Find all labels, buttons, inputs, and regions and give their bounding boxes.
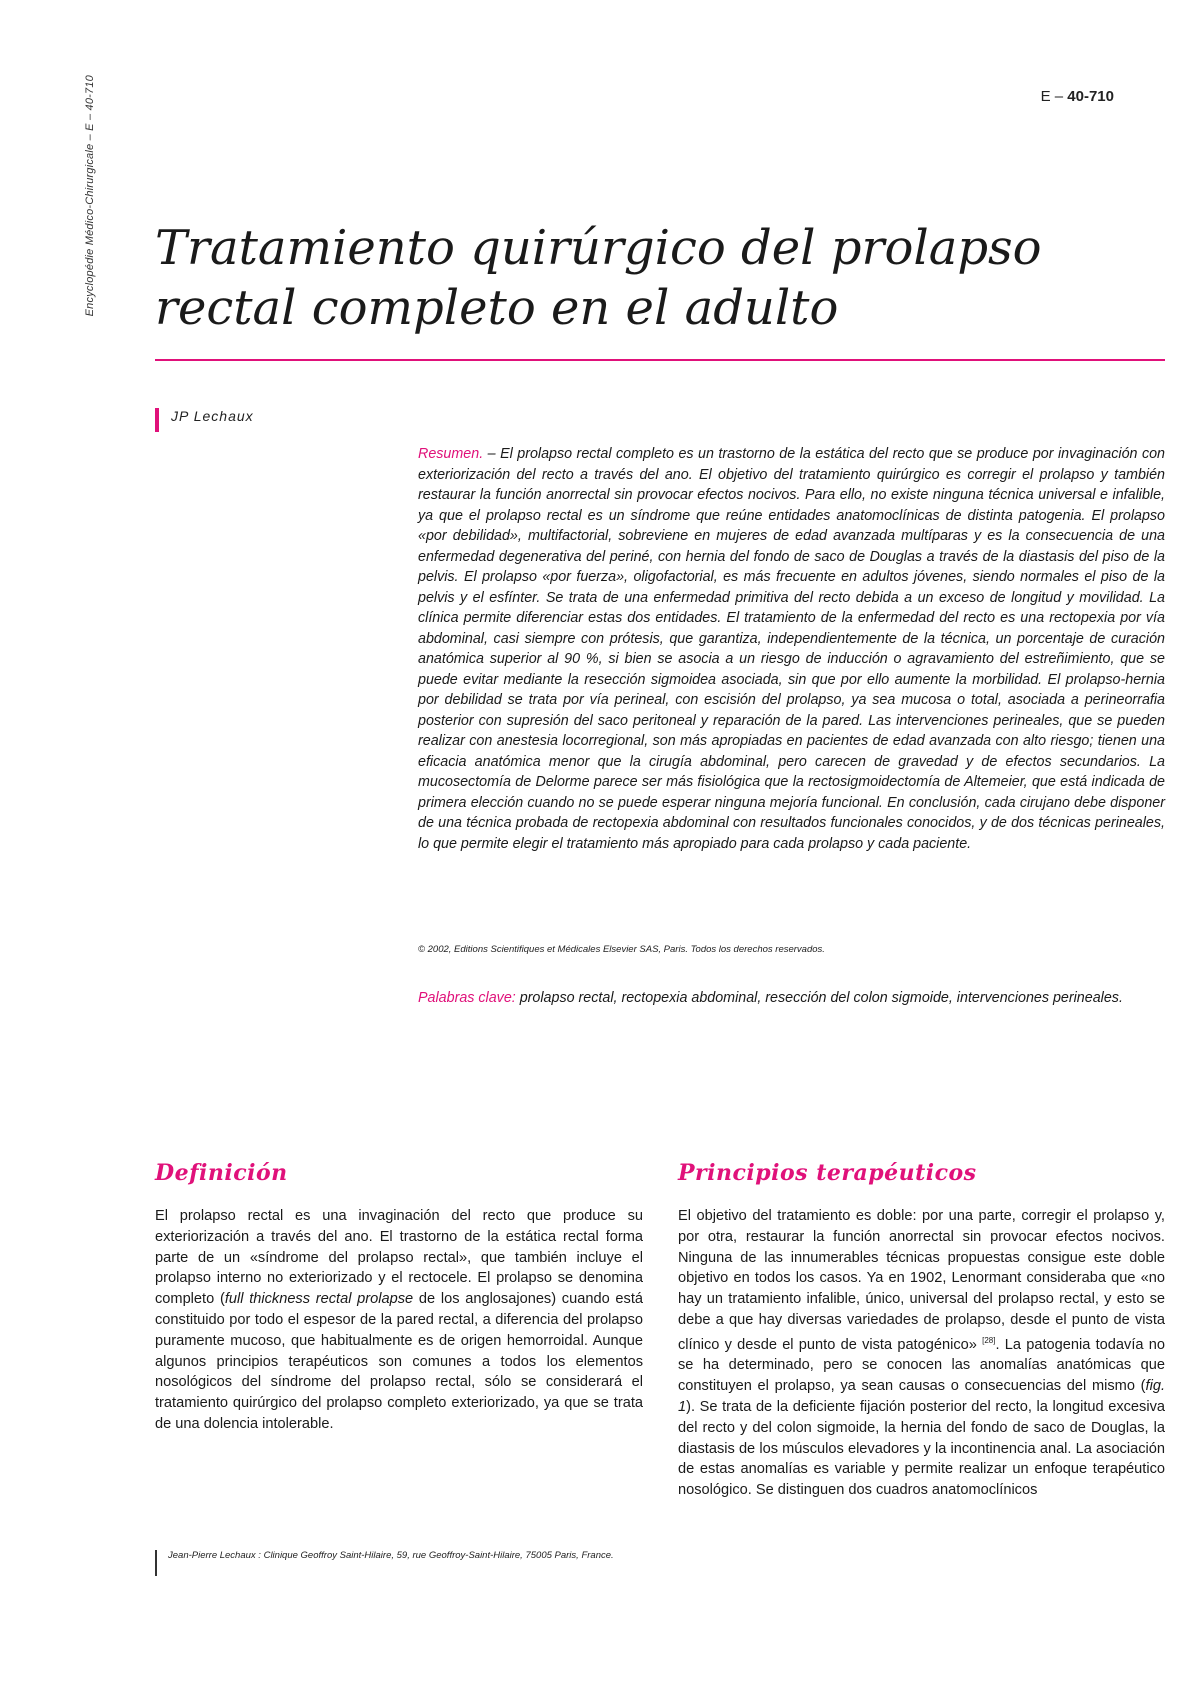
keywords-text: prolapso rectal, rectopexia abdominal, resección del colon sigmoide, intervenciones perineales. xyxy=(515,990,1123,1006)
keywords xyxy=(418,988,1165,1009)
section-heading-principios: Principios terapéuticos xyxy=(678,1160,977,1186)
definicion-paragraph xyxy=(155,1206,643,1435)
definicion-text-1: El prolapso rectal es una invaginación del recto que produce su exteriorización a través del ano. El trastorno de la estática rectal forma parte de un «síndrome del prolapso rectal», que también incluye el prolapso interno no exteriorizado y el rectocele. El prolapso se denomina completo ( xyxy=(155,1208,643,1308)
ref-prefix: E – xyxy=(1040,88,1068,105)
principios-text-2: . La patogenia todavía no se ha determinado, pero se conocen las anomalías anatómicas que constituyen el prolapso, ya sean causas o consecuencias del mismo ( xyxy=(678,1336,1165,1395)
keywords-label: Palabras clave: xyxy=(418,990,516,1006)
definicion-text-2: de los anglosajones) cuando está constituido por todo el espesor de la pared rectal, a diferencia del prolapso puramente mucoso, que habitualmente es de origen hemorroidal. Aunque algunos principios terapéuticos son comunes a todos los elementos nosológicos del síndrome del prolapso rectal, sólo se considerará el tratamiento quirúrgico del prolapso completo exteriorizado, ya que se trata de una dolencia intolerable. xyxy=(155,1291,643,1432)
journal-side-label: Encyclopédie Médico-Chirurgicale – E – 40-710 xyxy=(84,75,96,317)
principios-text-3: ). Se trata de la deficiente fijación posterior del recto, la longitud excesiva del recto y del colon sigmoide, la hernia del fondo de saco de Douglas, la diastasis de los músculos elevadores y la incontinencia anal. La asociación de estas anomalías es variable y permite realizar un enfoque terapéutico nosológico. Se distinguen dos cuadros anatomoclínicos xyxy=(678,1399,1165,1499)
principios-paragraph xyxy=(678,1206,1165,1501)
author-affiliation-footnote: Jean-Pierre Lechaux : Clinique Geoffroy Saint-Hilaire, 59, rue Geoffroy-Saint-Hilaire, 75005 Paris, France. xyxy=(168,1550,614,1561)
footnote-marker xyxy=(155,1550,157,1576)
abstract-label: Resumen. xyxy=(418,446,484,462)
author-name: JP Lechaux xyxy=(171,408,254,424)
article-title: Tratamiento quirúrgico del prolapso rectal completo en el adulto xyxy=(155,220,1042,336)
article-reference xyxy=(1041,88,1114,105)
abstract xyxy=(418,444,1165,854)
section-heading-definicion: Definición xyxy=(155,1160,288,1186)
abstract-text: – El prolapso rectal completo es un trastorno de la estática del recto que se produce por invaginación con exteriorización del recto a través del ano. El objetivo del tratamiento quirúrgico es corregir el prolapso y también restaurar la función anorrectal sin provocar efectos nocivos. Para ello, no existe ninguna técnica universal e infalible, ya que el prolapso rectal es un síndrome que reúne entidades anatomoclínicas de distinta patogenia. El prolapso «por debilidad», multifactorial, sobreviene en mujeres de edad avanzada multíparas y es la consecuencia de una enfermedad degenerativa del periné, con hernia del fondo de saco de Douglas a través de la diastasis del piso de la pelvis. El prolapso «por fuerza», oligofactorial, es más frecuente en adultos jóvenes, siendo normales el piso de la pelvis y el esfínter. Se trata de una enfermedad primitiva del recto debida a un exceso de longitud y movilidad. La clínica permite diferenciar estas dos entidades. El tratamiento de la enfermedad del recto es una rectopexia por vía abdominal, casi siempre con prótesis, que garantiza, independientemente de la técnica, un porcentaje de curación anatómica superior al 90 %, si bien se asocia a un riesgo de inducción o agravamiento del estreñimiento, que se puede evitar mediante la resección sigmoidea asociada, sin que por ello aumente la morbilidad. El prolapso-hernia por debilidad se trata por vía perineal, con escisión del prolapso, ya sea mucosa o total, asociada a perineorrafia posterior con supresión del saco peritoneal y reparación de la pared. Las intervenciones perineales, que se pueden realizar con anestesia locorregional, son más apropiadas en pacientes de edad avanzada con alto riesgo; tienen una eficacia anatómica menor que la cirugía abdominal, pero carecen de gravedad y de efectos secundarios. La mucosectomía de Delorme parece ser más fisiológica que la rectosigmoidectomía de Altemeier, que está indicada de primera elección cuando no se puede esperar ninguna mejoría funcional. En conclusión, cada cirujano debe disponer de una técnica probada de rectopexia abdominal con resultados funcionales conocidos, y de dos técnicas perineales, lo que permite elegir el tratamiento más apropiado para cada prolapso y cada paciente. xyxy=(418,446,1165,852)
author-marker xyxy=(155,408,159,432)
copyright-notice: © 2002, Editions Scientifiques et Médicales Elsevier SAS, Paris. Todos los derechos reservados. xyxy=(418,944,825,955)
title-divider xyxy=(155,359,1165,361)
principios-text-1: El objetivo del tratamiento es doble: por una parte, corregir el prolapso y, por otra, restaurar la función anorrectal sin provocar efectos nocivos. Ninguna de las innumerables técnicas propuestas consigue este doble objetivo en todos los casos. Ya en 1902, Lenormant consideraba que «no hay un tratamiento infalible, único, universal del prolapso rectal, y esto se debe a que hay diversas variedades de prolapso, desde el punto de vista clínico y desde el punto de vista patogénico» xyxy=(678,1208,1165,1353)
definicion-italic-term: full thickness rectal prolapse xyxy=(224,1291,414,1308)
citation-reference[interactable]: [28] xyxy=(982,1335,996,1345)
ref-number: 40-710 xyxy=(1067,88,1114,105)
figure-reference[interactable]: fig. 1 xyxy=(678,1378,1165,1416)
